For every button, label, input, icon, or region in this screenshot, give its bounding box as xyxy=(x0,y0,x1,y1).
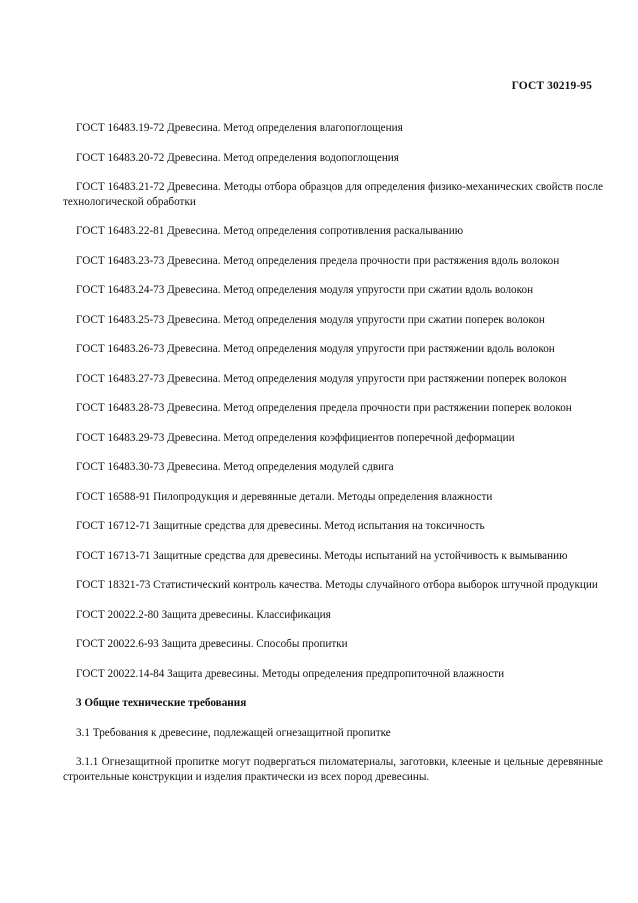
reference-gost-16483-20: ГОСТ 16483.20-72 Древесина. Метод определения водопоглощения xyxy=(76,151,399,164)
clause-3-1-1: 3.1.1 Огнезащитной пропитке могут подвергаться пиломатериалы, заготовки, клееные и цельные деревянные строительные конструкции и изделия практически из всех пород древесины. xyxy=(63,756,603,783)
subsection-heading-3-1: 3.1 Требования к древесине, подлежащей огнезащитной пропитке xyxy=(76,726,391,739)
reference-gost-16483-22: ГОСТ 16483.22-81 Древесина. Метод определения сопротивления раскалыванию xyxy=(76,225,464,237)
reference-gost-16483-21: ГОСТ 16483.21-72 Древесина. Методы отбора образцов для определения физико-механических свойств после технологической обработки xyxy=(63,181,603,208)
reference-gost-16483-26: ГОСТ 16483.26-73 Древесина. Метод определения модуля упругости при растяжении вдоль волокон xyxy=(76,343,555,355)
reference-gost-16588: ГОСТ 16588-91 Пилопродукция и деревянные детали. Методы определения влажности xyxy=(76,490,493,503)
reference-gost-16712: ГОСТ 16712-71 Защитные средства для древесины. Метод испытания на токсичность xyxy=(76,520,485,532)
document-code-header: ГОСТ 30219-95 xyxy=(511,80,592,92)
reference-gost-16483-29: ГОСТ 16483.29-73 Древесина. Метод определения коэффициентов поперечной деформации xyxy=(76,431,515,444)
reference-gost-20022-14: ГОСТ 20022.14-84 Защита древесины. Методы определения предпропиточной влажности xyxy=(76,667,505,680)
reference-gost-20022-2: ГОСТ 20022.2-80 Защита древесины. Классификация xyxy=(76,608,331,621)
reference-gost-16713: ГОСТ 16713-71 Защитные средства для древесины. Методы испытаний на устойчивость к вымыванию xyxy=(76,549,568,562)
document-body xyxy=(63,121,603,799)
section-heading-3: 3 Общие технические требования xyxy=(76,697,247,709)
reference-gost-16483-28: ГОСТ 16483.28-73 Древесина. Метод определения предела прочности при растяжении поперек волокон xyxy=(76,402,572,414)
reference-gost-18321: ГОСТ 18321-73 Статистический контроль качества. Методы случайного отбора выборок штучной продукции xyxy=(76,579,598,591)
reference-gost-20022-6: ГОСТ 20022.6-93 Защита древесины. Способы пропитки xyxy=(76,638,348,650)
reference-gost-16483-27: ГОСТ 16483.27-73 Древесина. Метод определения модуля упругости при растяжении поперек волокон xyxy=(76,372,567,385)
reference-gost-16483-25: ГОСТ 16483.25-73 Древесина. Метод определения модуля упругости при сжатии поперек волокон xyxy=(76,313,545,326)
reference-gost-16483-23: ГОСТ 16483.23-73 Древесина. Метод определения предела прочности при растяжения вдоль волокон xyxy=(76,254,560,267)
reference-gost-16483-19: ГОСТ 16483.19-72 Древесина. Метод определения влагопоглощения xyxy=(76,122,403,134)
reference-gost-16483-24: ГОСТ 16483.24-73 Древесина. Метод определения модуля упругости при сжатии вдоль волокон xyxy=(76,284,534,296)
reference-gost-16483-30: ГОСТ 16483.30-73 Древесина. Метод определения модулей сдвига xyxy=(76,461,394,473)
